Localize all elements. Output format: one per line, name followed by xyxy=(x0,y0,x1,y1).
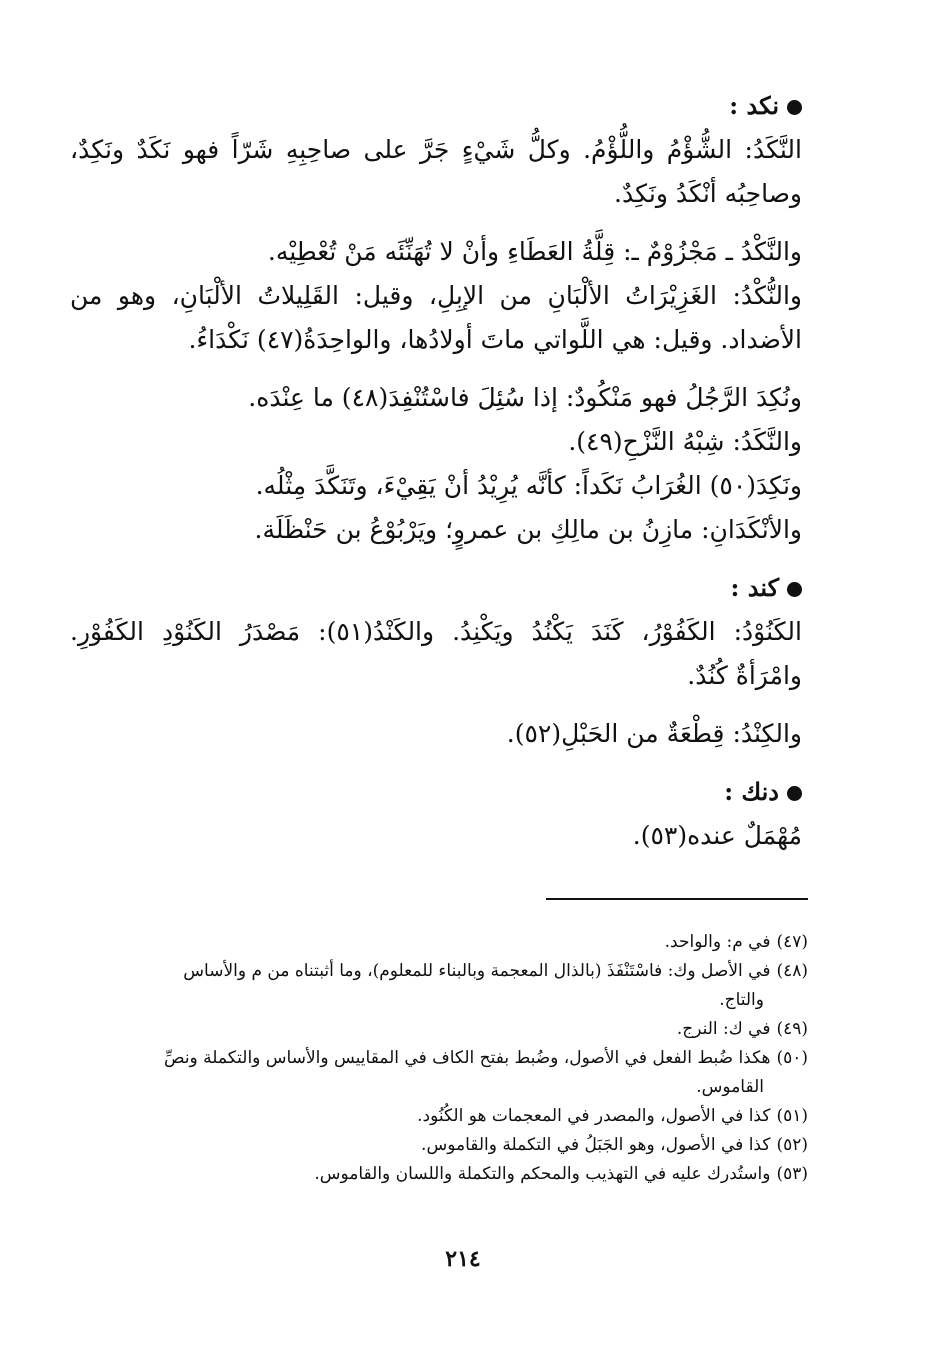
footnote-number: (٥١) xyxy=(776,1106,808,1126)
footnote-text: واستُدرك عليه في التهذيب والمحكم والتكملة واللسان والقاموس. xyxy=(314,1164,771,1184)
text-line: الكَنُوْدُ: الكَفُوْرُ، كَنَدَ يَكْنُدُ ويَكْنِدُ. والكَنْدُ(٥١): مَصْدَرُ الكَنُوْدِ الكَفُوْرِ. xyxy=(70,617,802,646)
footnote-number: (٤٧) xyxy=(776,932,808,952)
footnote xyxy=(70,1015,808,1044)
text-line: وصاحِبُه أنْكَدُ ونَكِدٌ. xyxy=(614,179,802,208)
footnote xyxy=(70,957,808,986)
entry-paragraph xyxy=(70,230,802,274)
entry-paragraph xyxy=(70,128,802,216)
footnote-continuation: والتاج. xyxy=(719,990,764,1010)
section-heading-nkd: نكد : xyxy=(70,84,802,128)
footnote xyxy=(70,928,808,957)
text-line: النَّكَدُ: الشُّؤْمُ واللُّؤْمُ. وكلُّ شَيْءٍ جَرَّ على صاحِبِهِ شَرّاً فهو نَكَدٌ ونَكِدٌ، xyxy=(70,135,802,164)
footnote-number: (٤٩) xyxy=(776,1019,808,1039)
footnote xyxy=(70,1160,808,1189)
footnote-number: (٤٨) xyxy=(776,961,808,981)
page-number: ٢١٤ xyxy=(445,1246,481,1272)
footnote xyxy=(70,1102,808,1131)
entry-paragraph xyxy=(70,712,802,756)
bullet-icon xyxy=(787,100,802,115)
text-line: والأنْكَدَانِ: مازِنُ بن مالِكِ بن عمروٍ؛ ويَرْبُوْعُ بن حَنْظَلَة. xyxy=(254,515,802,544)
footnote xyxy=(70,1131,808,1160)
text-line: والنَّكَدُ: شِبْهُ النَّزْحِ(٤٩). xyxy=(568,427,802,456)
footnote-continuation: القاموس. xyxy=(696,1077,764,1097)
footnote-text: في م: والواحد. xyxy=(664,932,771,952)
footnote xyxy=(70,1044,808,1073)
footnote-divider xyxy=(546,898,808,900)
footnote-text: كذا في الأصول، والمصدر في المعجمات هو الكُنُود. xyxy=(417,1106,771,1126)
footnotes xyxy=(70,928,808,1189)
bullet-icon xyxy=(787,786,802,801)
footnote-number: (٥٣) xyxy=(776,1164,808,1184)
entry-paragraph xyxy=(70,274,802,362)
footnote-text: في ك: النرج. xyxy=(676,1019,771,1039)
entry-paragraph xyxy=(70,610,802,698)
entry-paragraph xyxy=(70,814,802,858)
entry-paragraph xyxy=(70,508,802,552)
entry-paragraph xyxy=(70,376,802,420)
section-heading-knd: كند : xyxy=(70,566,802,610)
text-line: والكِنْدُ: قِطْعَةٌ من الحَبْلِ(٥٢). xyxy=(506,719,802,748)
footnote-number: (٥٠) xyxy=(776,1048,808,1068)
text-line: والنَّكْدُ ـ مَجْزُوْمٌ ـ: قِلَّةُ العَطَاءِ وأنْ لا تُهَنِّئَه مَنْ تُعْطِيْه. xyxy=(267,237,802,266)
text-line: ونُكِدَ الرَّجُلُ فهو مَنْكُودٌ: إذا سُئِلَ فاسْتُنْفِدَ(٤٨) ما عِنْدَه. xyxy=(248,383,802,412)
entry-paragraph xyxy=(70,464,802,508)
section-heading-dnk: دنك : xyxy=(70,770,802,814)
text-line: والنُّكْدُ: الغَزِيْرَاتُ الألْبَانِ من الإبِلِ، وقيل: القَلِيلاتُ الألْبَانِ، وهو من xyxy=(70,281,802,310)
footnote-text: في الأصل وك: فاسْتَنْفَذَ (بالذال المعجمة وبالبناء للمعلوم)، وما أثبتناه من م والأساس xyxy=(183,961,771,981)
text-line: الأضداد. وقيل: هي اللَّواتي ماتَ أولادُها، والواحِدَةُ(٤٧) نَكْدَاءُ. xyxy=(188,325,802,354)
footnote-number: (٥٢) xyxy=(776,1135,808,1155)
footnote-text: كذا في الأصول، وهو الجَبَلُ في التكملة والقاموس. xyxy=(421,1135,771,1155)
entry-paragraph xyxy=(70,420,802,464)
footnote-text: هكذا ضُبط الفعل في الأصول، وضُبط بفتح الكاف في المقاييس والأساس والتكملة ونصِّ xyxy=(164,1048,771,1068)
bullet-icon xyxy=(787,582,802,597)
text-line: وامْرَأةٌ كُنُدٌ. xyxy=(687,661,802,690)
text-line: ونَكِدَ(٥٠) الغُرَابُ نَكَداً: كأنَّه يُرِيْدُ أنْ يَقِيْءَ، وتَنَكَّدَ مِثْلُه. xyxy=(255,471,802,500)
text-line: مُهْمَلٌ عنده(٥٣). xyxy=(632,821,802,850)
